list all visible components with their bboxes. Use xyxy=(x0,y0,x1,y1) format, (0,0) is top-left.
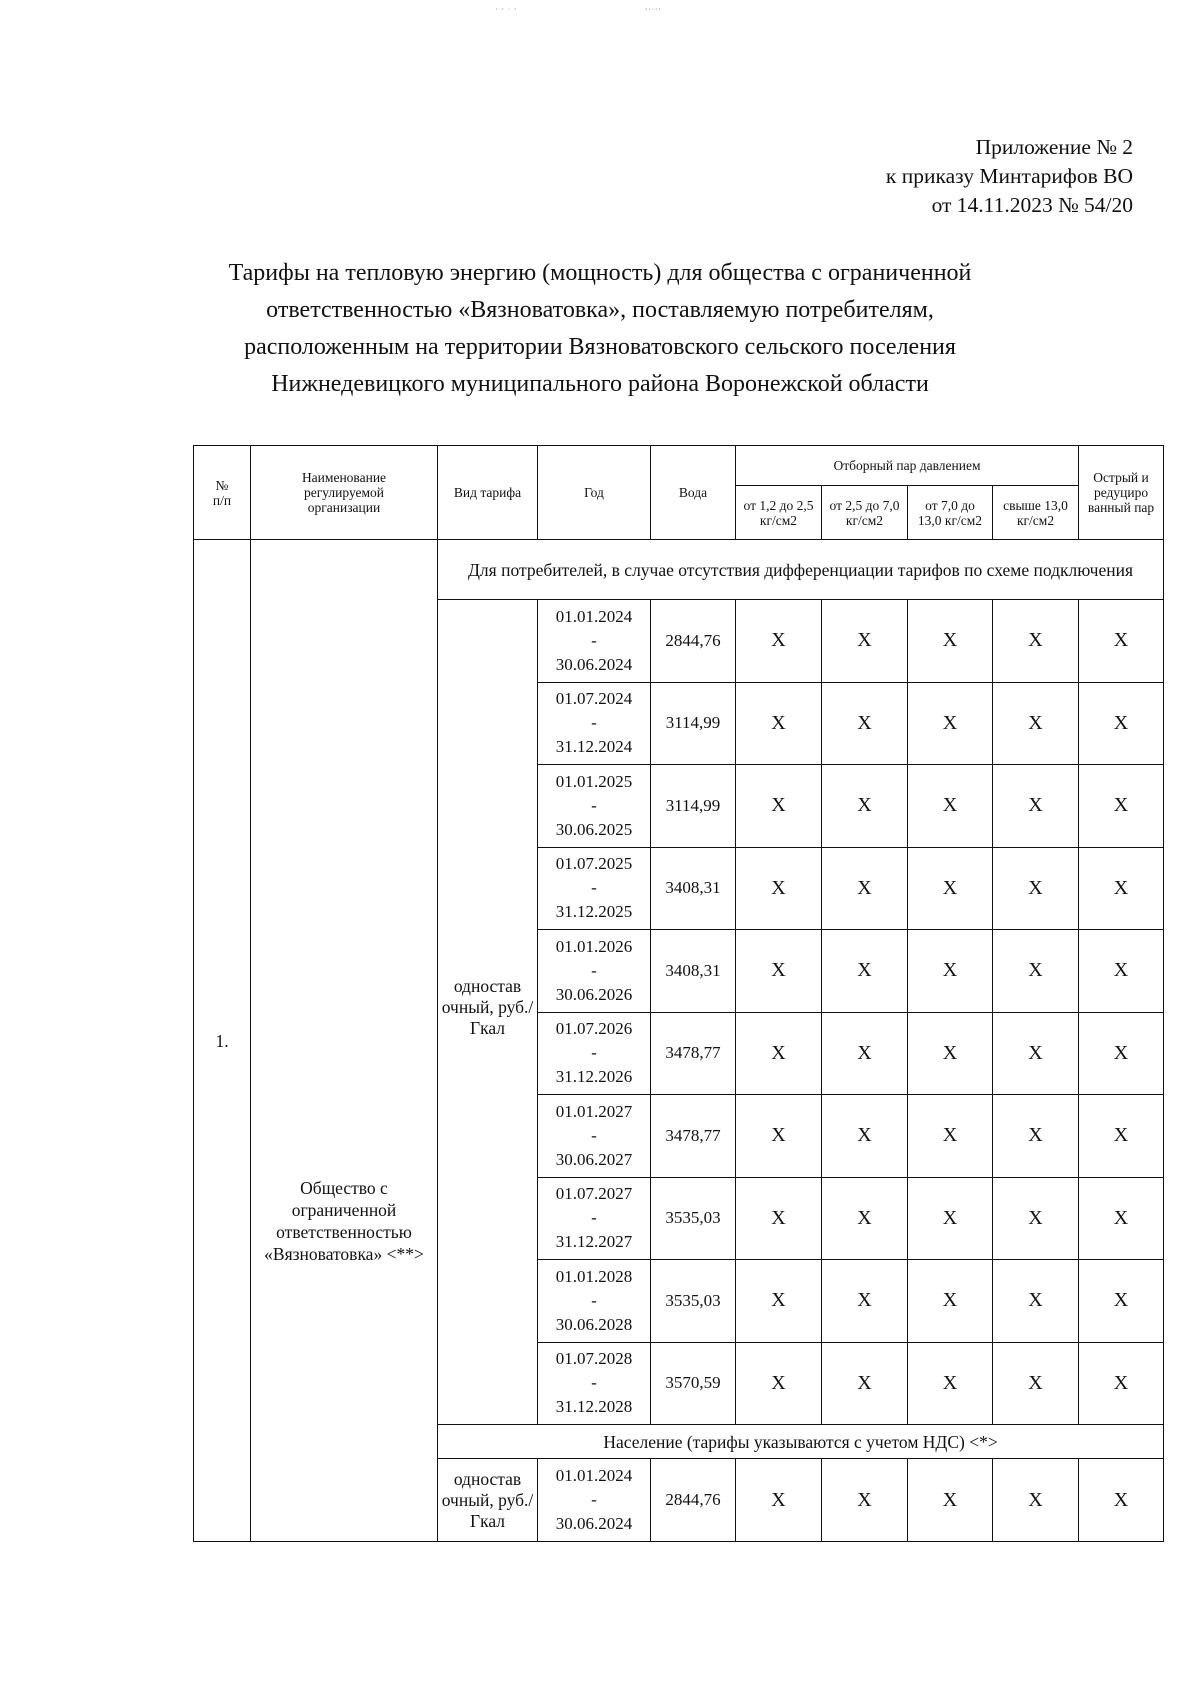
period-to: 31.12.2028 xyxy=(555,1397,633,1417)
period-to: 31.12.2026 xyxy=(555,1067,633,1087)
steam-tariff-s1: X xyxy=(736,1177,822,1260)
steam-tariff-s3: X xyxy=(908,1095,993,1178)
period-dash: - xyxy=(591,1043,597,1063)
annex-line-2: к приказу Минтарифов ВО xyxy=(885,164,1133,188)
scan-artifact: · ⸱ ᐧ · xyxy=(495,5,518,14)
period-from: 01.07.2026 xyxy=(555,1019,633,1039)
steam-tariff-s5: X xyxy=(1079,1342,1164,1425)
steam-tariff-s4: X xyxy=(993,1459,1079,1542)
header-steam-2: от 2,5 до 7,0 кг/см2 xyxy=(822,486,908,540)
header-sharp-steam: Острый и редуциро ванный пар xyxy=(1079,446,1164,540)
period-cell xyxy=(538,847,651,930)
steam-tariff-s5: X xyxy=(1079,682,1164,765)
steam-tariff-s5: X xyxy=(1079,1177,1164,1260)
steam-tariff-s1: X xyxy=(736,682,822,765)
steam-tariff-s5: X xyxy=(1079,600,1164,683)
steam-tariff-s4: X xyxy=(993,930,1079,1013)
period-dash: - xyxy=(591,1290,597,1310)
water-tariff-value: 3478,77 xyxy=(651,1095,736,1178)
period-to: 31.12.2025 xyxy=(555,902,633,922)
steam-tariff-s3: X xyxy=(908,1342,993,1425)
steam-tariff-s5: X xyxy=(1079,1095,1164,1178)
document-title xyxy=(120,255,1080,403)
header-tariff-type: Вид тарифа xyxy=(438,446,538,540)
steam-tariff-s4: X xyxy=(993,847,1079,930)
steam-tariff-s4: X xyxy=(993,1177,1079,1260)
header-number-line-2: п/п xyxy=(212,492,232,508)
steam-tariff-s4: X xyxy=(993,1342,1079,1425)
steam-tariff-s5: X xyxy=(1079,765,1164,848)
steam-tariff-s3: X xyxy=(908,1459,993,1542)
header-number xyxy=(194,446,251,540)
water-tariff-value: 3408,31 xyxy=(651,847,736,930)
header-organization: Наименование регулируемой организации xyxy=(251,446,438,540)
title-line-2: ответственностью «Вязноватовка», поставляемую потребителям, xyxy=(266,297,934,323)
steam-tariff-s1: X xyxy=(736,765,822,848)
period-from: 01.07.2028 xyxy=(555,1349,633,1369)
steam-tariff-s4: X xyxy=(993,765,1079,848)
period-from: 01.07.2024 xyxy=(555,689,633,709)
period-from: 01.01.2027 xyxy=(555,1101,633,1121)
steam-tariff-s5: X xyxy=(1079,847,1164,930)
header-water: Вода xyxy=(651,446,736,540)
steam-tariff-s2: X xyxy=(822,1177,908,1260)
header-steam-group: Отборный пар давлением xyxy=(736,446,1079,486)
period-dash: - xyxy=(591,630,597,650)
steam-tariff-s2: X xyxy=(822,1095,908,1178)
period-dash: - xyxy=(591,795,597,815)
header-number-line-1: № xyxy=(215,477,229,493)
period-from: 01.07.2025 xyxy=(555,854,633,874)
header-row-1 xyxy=(194,446,1164,486)
period-to: 31.12.2024 xyxy=(555,737,633,757)
steam-tariff-s3: X xyxy=(908,1177,993,1260)
header-steam-3: от 7,0 до 13,0 кг/см2 xyxy=(908,486,993,540)
steam-tariff-s2: X xyxy=(822,930,908,1013)
scan-artifact: ⸱·ᐧ·⸱ xyxy=(645,5,662,14)
period-dash: - xyxy=(591,713,597,733)
period-dash: - xyxy=(591,1490,597,1509)
period-cell xyxy=(538,1459,651,1542)
steam-tariff-s1: X xyxy=(736,1342,822,1425)
title-line-1: Тарифы на тепловую энергию (мощность) для общества с ограниченной xyxy=(228,260,972,286)
water-tariff-value: 3114,99 xyxy=(651,682,736,765)
period-to: 30.06.2024 xyxy=(555,1514,633,1533)
period-from: 01.01.2028 xyxy=(555,1266,633,1286)
steam-tariff-s2: X xyxy=(822,765,908,848)
steam-tariff-s1: X xyxy=(736,930,822,1013)
steam-tariff-s4: X xyxy=(993,1095,1079,1178)
water-tariff-value: 3408,31 xyxy=(651,930,736,1013)
annex-line-3: от 14.11.2023 № 54/20 xyxy=(931,193,1133,217)
period-cell xyxy=(538,1260,651,1343)
section-1-title-row xyxy=(194,540,1164,600)
steam-tariff-s3: X xyxy=(908,600,993,683)
steam-tariff-s1: X xyxy=(736,1095,822,1178)
period-dash: - xyxy=(591,1208,597,1228)
water-tariff-value: 2844,76 xyxy=(651,1459,736,1542)
period-from: 01.07.2027 xyxy=(555,1184,633,1204)
period-from: 01.01.2025 xyxy=(555,771,633,791)
header-steam-1: от 1,2 до 2,5 кг/см2 xyxy=(736,486,822,540)
steam-tariff-s1: X xyxy=(736,600,822,683)
period-cell xyxy=(538,600,651,683)
period-cell xyxy=(538,1012,651,1095)
steam-tariff-s3: X xyxy=(908,847,993,930)
steam-tariff-s1: X xyxy=(736,1459,822,1542)
period-to: 30.06.2026 xyxy=(555,984,633,1004)
section-2-title: Население (тарифы указываются с учетом НДС) <*> xyxy=(438,1425,1164,1459)
steam-tariff-s5: X xyxy=(1079,1012,1164,1095)
steam-tariff-s4: X xyxy=(993,600,1079,683)
steam-tariff-s2: X xyxy=(822,682,908,765)
steam-tariff-s2: X xyxy=(822,1342,908,1425)
steam-tariff-s1: X xyxy=(736,1012,822,1095)
water-tariff-value: 3570,59 xyxy=(651,1342,736,1425)
steam-tariff-s2: X xyxy=(822,1459,908,1542)
annex-reference xyxy=(886,133,1133,220)
steam-tariff-s4: X xyxy=(993,1012,1079,1095)
steam-tariff-s4: X xyxy=(993,682,1079,765)
steam-tariff-s2: X xyxy=(822,600,908,683)
period-to: 30.06.2024 xyxy=(555,654,633,674)
section-1-title: Для потребителей, в случае отсутствия дифференциации тарифов по схеме подключения xyxy=(438,540,1164,600)
steam-tariff-s3: X xyxy=(908,1260,993,1343)
steam-tariff-s3: X xyxy=(908,765,993,848)
steam-tariff-s5: X xyxy=(1079,1459,1164,1542)
water-tariff-value: 3478,77 xyxy=(651,1012,736,1095)
steam-tariff-s1: X xyxy=(736,1260,822,1343)
steam-tariff-s5: X xyxy=(1079,930,1164,1013)
period-cell xyxy=(538,1177,651,1260)
steam-tariff-s3: X xyxy=(908,682,993,765)
steam-tariff-s2: X xyxy=(822,1260,908,1343)
water-tariff-value: 2844,76 xyxy=(651,600,736,683)
period-dash: - xyxy=(591,1125,597,1145)
steam-tariff-s5: X xyxy=(1079,1260,1164,1343)
period-cell xyxy=(538,765,651,848)
tariff-type-text: одностав очный, руб./Гкал xyxy=(441,975,534,1038)
period-cell xyxy=(538,930,651,1013)
period-dash: - xyxy=(591,960,597,980)
period-from: 01.01.2024 xyxy=(555,1466,633,1485)
steam-tariff-s2: X xyxy=(822,1012,908,1095)
steam-tariff-s3: X xyxy=(908,1012,993,1095)
annex-line-1: Приложение № 2 xyxy=(975,135,1133,159)
title-line-4: Нижнедевицкого муниципального района Воронежской области xyxy=(271,371,929,397)
header-steam-4: свыше 13,0 кг/см2 xyxy=(993,486,1079,540)
period-cell xyxy=(538,1095,651,1178)
period-from: 01.01.2026 xyxy=(555,936,633,956)
period-dash: - xyxy=(591,878,597,898)
period-cell xyxy=(538,1342,651,1425)
water-tariff-value: 3535,03 xyxy=(651,1177,736,1260)
row-number: 1. xyxy=(194,540,251,1542)
period-to: 31.12.2027 xyxy=(555,1232,633,1252)
tariff-type-cell: одностав очный, руб./Гкал xyxy=(438,1459,538,1542)
tariff-type-cell xyxy=(438,600,538,1425)
steam-tariff-s3: X xyxy=(908,930,993,1013)
steam-tariff-s1: X xyxy=(736,847,822,930)
period-to: 30.06.2027 xyxy=(555,1149,633,1169)
period-to: 30.06.2028 xyxy=(555,1314,633,1334)
header-year: Год xyxy=(538,446,651,540)
tariff-table xyxy=(193,445,1164,1542)
period-to: 30.06.2025 xyxy=(555,819,633,839)
title-line-3: расположенным на территории Вязноватовского сельского поселения xyxy=(244,334,956,360)
water-tariff-value: 3535,03 xyxy=(651,1260,736,1343)
period-dash: - xyxy=(591,1373,597,1393)
steam-tariff-s4: X xyxy=(993,1260,1079,1343)
steam-tariff-s2: X xyxy=(822,847,908,930)
period-from: 01.01.2024 xyxy=(555,606,633,626)
water-tariff-value: 3114,99 xyxy=(651,765,736,848)
organization-name-text: Общество с ограниченной ответственностью «Вязноватовка» <**> xyxy=(264,1177,424,1264)
period-cell xyxy=(538,682,651,765)
organization-name xyxy=(251,540,438,1542)
